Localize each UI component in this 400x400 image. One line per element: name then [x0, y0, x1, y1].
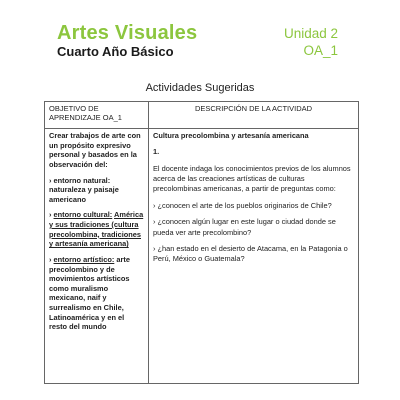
cultural-text: América y sus tradiciones (cultura precolombina, tradiciones y artesanía americana): [49, 210, 144, 249]
bullet-icon: ›: [49, 175, 52, 185]
activity-title: Cultura precolombina y artesanía americana: [153, 131, 309, 140]
activity-question: [153, 244, 354, 265]
objective-intro: Crear trabajos de arte con un propósito expresivo personal y basados en la observación del:: [49, 131, 141, 169]
oa-label: OA_1: [303, 43, 338, 58]
section-title: Actividades Sugeridas: [145, 82, 255, 94]
grade-subtitle: Cuarto Año Básico: [57, 44, 174, 59]
objective-cell: [45, 129, 149, 384]
question-text: ¿han estado en el desierto de Atacama, en la Patagonia o Perú, México o Guatemala?: [153, 243, 348, 264]
objective-natural: [49, 176, 144, 205]
activity-question: [153, 217, 354, 238]
subject-title: Artes Visuales: [57, 22, 198, 44]
activity-intro: El docente indaga los conocimientos previos de los alumnos acerca de las creaciones artísticas de culturas precolombinas americanas, a partir de preguntas como:: [153, 163, 351, 194]
objective-cultural: [49, 210, 144, 249]
question-text: ¿conocen algún lugar en este lugar o ciudad donde se pueda ver arte precolombino?: [153, 217, 336, 237]
artistic-label: entorno artístico:: [53, 254, 115, 264]
bullet-icon: ›: [49, 254, 52, 264]
activity-question: [153, 201, 354, 211]
bullet-icon: ›: [49, 210, 52, 220]
bullet-icon: ›: [153, 200, 156, 210]
activity-number: 1.: [153, 147, 160, 157]
objective-artistic: [49, 255, 144, 332]
table-header-row: [45, 102, 359, 129]
activity-cell: [149, 129, 359, 384]
unit-label: Unidad 2: [283, 26, 338, 41]
bullet-icon: ›: [153, 217, 156, 227]
cultural-label: entorno cultural:: [53, 210, 113, 220]
bullet-icon: ›: [153, 243, 156, 253]
artistic-text: arte precolombino y de movimientos artísticos como muralismo mexicano, naif y surrealismo en Chile, Latinoamérica y en el resto del mundo: [49, 254, 130, 332]
natural-text: naturaleza y paisaje americano: [49, 185, 119, 204]
natural-label: entorno natural:: [53, 175, 111, 185]
activity-column-header: DESCRIPCIÓN DE LA ACTIVIDAD: [149, 102, 359, 129]
question-text: ¿conocen el arte de los pueblos originarios de Chile?: [157, 200, 332, 210]
table-row: [45, 129, 359, 384]
activities-table: [44, 101, 359, 384]
objective-column-header: OBJETIVO DE APRENDIZAJE OA_1: [45, 102, 149, 129]
